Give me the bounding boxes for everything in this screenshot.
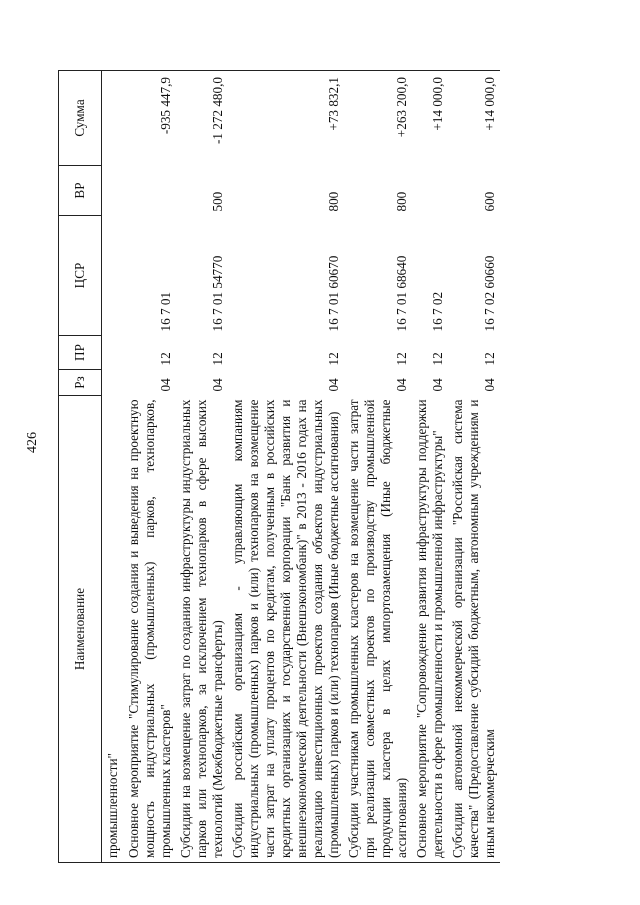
row-vr: 800 — [393, 191, 409, 212]
row-csr — [102, 216, 124, 336]
row-sum: +14 000,0 — [412, 71, 448, 166]
row-pr: 12 — [429, 352, 445, 366]
row-pr: 12 — [209, 352, 225, 366]
row-sum — [102, 71, 124, 166]
table-row — [344, 71, 412, 863]
header-name: Наименование — [59, 396, 102, 863]
row-pr: 12 — [157, 352, 173, 366]
row-vr: 600 — [481, 191, 497, 212]
header-csr: ЦСР — [59, 216, 102, 336]
table-row — [124, 71, 176, 863]
header-pr: ПР — [59, 336, 102, 370]
row-rz: 04 — [157, 378, 173, 392]
budget-table — [58, 70, 500, 863]
row-csr: 16 7 02 — [429, 291, 445, 332]
row-sum: -935 447,9 — [124, 71, 176, 166]
table-row — [102, 71, 124, 863]
row-rz: 04 — [393, 378, 409, 392]
row-vr: 800 — [325, 191, 341, 212]
row-rz — [102, 370, 124, 396]
table-header-row — [59, 71, 102, 863]
row-name: Субсидии на возмещение затрат по созданию инфраструктуры индустриальных парков или технопарков, за исключением технопарков в сфере высоких технологий (Межбюджетные трансферты) — [176, 396, 228, 863]
table-row — [176, 71, 228, 863]
row-sum: +73 832,1 — [228, 71, 344, 166]
row-csr: 16 7 01 68640 — [393, 255, 409, 332]
page-number: 426 — [25, 432, 40, 453]
header-rz: Рз — [59, 370, 102, 396]
row-sum: +263 200,0 — [344, 71, 412, 166]
row-pr: 12 — [481, 352, 497, 366]
row-csr: 16 7 01 60670 — [325, 255, 341, 332]
header-sum: Сумма — [59, 71, 102, 166]
row-vr — [102, 166, 124, 216]
row-pr: 12 — [393, 352, 409, 366]
row-rz: 04 — [325, 378, 341, 392]
row-pr: 12 — [325, 352, 341, 366]
row-name: Основное мероприятие "Сопровождение развития инфраструктуры поддержки деятельности в сфере промышленности и промышленной инфраструктуры" — [412, 396, 448, 863]
row-rz: 04 — [209, 378, 225, 392]
row-pr — [102, 336, 124, 370]
row-csr: 16 7 01 — [157, 291, 173, 332]
row-sum: -1 272 480,0 — [176, 71, 228, 166]
row-name: Субсидии российским организациям - управляющим компаниям индустриальных (промышленных) парков и (или) технопарков на возмещение части затрат на уплату процентов по кредитам, полученным в российских кредитных организациях и государственной корпорации "Банк развития и внешнеэкономической деятельности (Внешэкономбанк)" в 2013 - 2016 годах на реализацию инвестиционных проектов создания объектов индустриальных (промышленных) парков и (или) технопарков (Иные бюджетные ассигнования) — [228, 396, 344, 863]
row-rz: 04 — [429, 378, 445, 392]
table-row — [228, 71, 344, 863]
row-name: Субсидии автономной некоммерческой организации "Российская система качества" (Предоставление субсидий бюджетным, автономным учреждениям и иным некоммерческим — [448, 396, 500, 863]
table-row — [448, 71, 500, 863]
row-sum: +14 000,0 — [448, 71, 500, 166]
row-csr: 16 7 02 60660 — [481, 255, 497, 332]
row-name: Основное мероприятие "Стимулирование создания и выведения на проектную мощность индустриальных (промышленных) парков, технопарков, промышленных кластеров" — [124, 396, 176, 863]
row-vr: 500 — [209, 191, 225, 212]
header-vr: ВР — [59, 166, 102, 216]
row-name: Субсидии участникам промышленных кластеров на возмещение части затрат при реализации совместных проектов по производству промышленной продукции кластера в целях импортозамещения (Иные бюджетные ассигнования) — [344, 396, 412, 863]
row-vr — [124, 166, 176, 216]
row-csr: 16 7 01 54770 — [209, 255, 225, 332]
row-name: промышленности" — [102, 396, 124, 863]
row-rz: 04 — [481, 378, 497, 392]
table-row — [412, 71, 448, 863]
row-vr — [412, 166, 448, 216]
